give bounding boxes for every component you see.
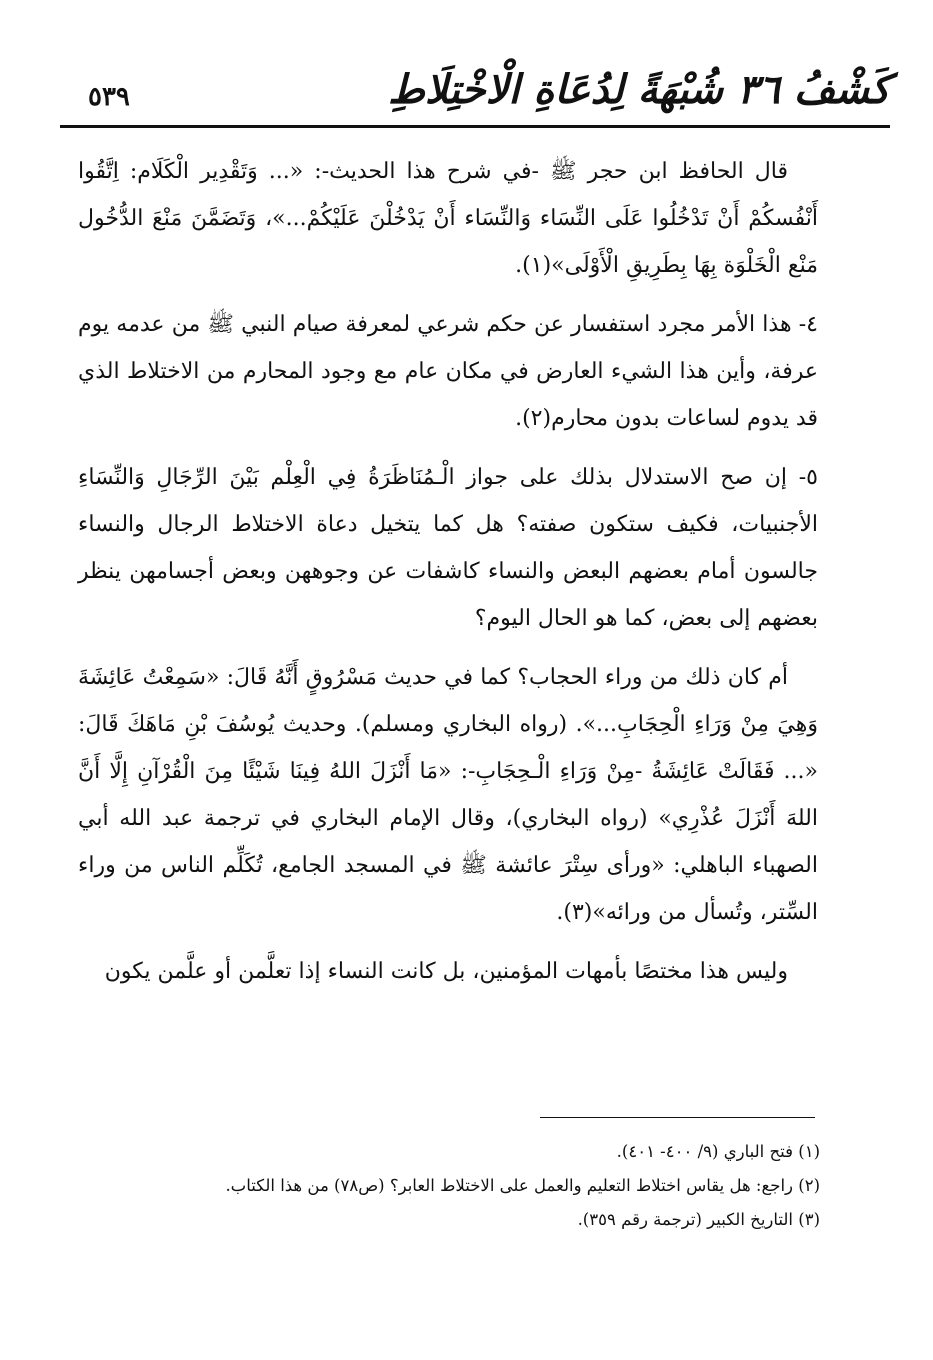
paragraph-4: أم كان ذلك من وراء الحجاب؟ كما في حديث مَسْرُوقٍ أَنَّهُ قَالَ: «سَمِعْتُ عَائِشَةَ وَهِيَ مِنْ وَرَاءِ الْحِجَابِ...». (رواه البخاري ومسلم). وحديث يُوسُفَ بْنِ مَاهَكَ قَالَ: «... فَقَالَتْ عَائِشَةُ -مِنْ وَرَاءِ الْـحِجَابِ-: «مَا أَنْزَلَ اللهُ فِينَا شَيْئًا مِنَ الْقُرْآنِ إِلَّا أَنَّ اللهَ أَنْزَلَ عُذْرِي» (رواه البخاري)، وقال الإمام البخاري في ترجمة عبد الله أبي الصهباء الباهلي: «ورأى سِتْرَ عائشة ﷺ في المسجد الجامع، تُكَلِّم الناس من وراء السِّتر، وتُسأل من ورائه»(٣). (78, 665, 818, 925)
paragraph-2: ٤- هذا الأمر مجرد استفسار عن حكم شرعي لمعرفة صيام النبي ﷺ من عدمه يوم عرفة، وأين هذا الشيء العارض في مكان عام مع وجود المحارم من الاختلاط الذي قد يدوم لساعات بدون محارم(٢). (78, 312, 818, 431)
footnote-3: (٣) التاريخ الكبير (ترجمة رقم ٣٥٩). (577, 1210, 820, 1229)
main-text (78, 148, 818, 1007)
header-rule (60, 125, 890, 128)
paragraph-1: قال الحافظ ابن حجر ﷺ -في شرح هذا الحديث-: «... وَتَقْدِير الْكَلَام: اِتَّقُوا أَنْفُسكُمْ أَنْ تَدْخُلُوا عَلَى النِّسَاء وَالنِّسَاء أَنْ يَدْخُلْنَ عَلَيْكُمْ...»، وَتَضَمَّنَ مَنْعَ الدُّخُول مَنْع الْخَلْوَة بِهَا بِطَرِيقِ الْأَوْلَى»(١). (78, 159, 818, 278)
footnote-separator (540, 1117, 815, 1118)
footnote-1: (١) فتح الباري (٩/ ٤٠٠- ٤٠١). (616, 1142, 820, 1161)
paragraph-5: وليس هذا مختصًا بأمهات المؤمنين، بل كانت النساء إذا تعلَّمن أو علَّمن يكون (104, 959, 788, 984)
paragraph-3: ٥- إن صح الاستدلال بذلك على جواز الْـمُنَاظَرَةُ فِي الْعِلْم بَيْنَ الرِّجَالِ وَالنِّسَاءِ الأجنبيات، فكيف ستكون صفته؟ هل كما يتخيل دعاة الاختلاط الرجال والنساء جالسون أمام بعضهم البعض والنساء كاشفات عن وجوههن وبعض أجسامهن ينظر بعضهم إلى بعض، كما هو الحال اليوم؟ (78, 465, 818, 631)
running-title: كَشْفُ ٣٦ شُبْهَةً لِدُعَاةِ الْاخْتِلَاطِ (387, 66, 890, 113)
page-header (60, 60, 890, 130)
page-number: ٥٣٩ (88, 82, 130, 112)
footnote-2: (٢) راجع: هل يقاس اختلاط التعليم والعمل على الاختلاط العابر؟ (ص٧٨) من هذا الكتاب. (225, 1176, 820, 1195)
footnotes (140, 1135, 820, 1237)
